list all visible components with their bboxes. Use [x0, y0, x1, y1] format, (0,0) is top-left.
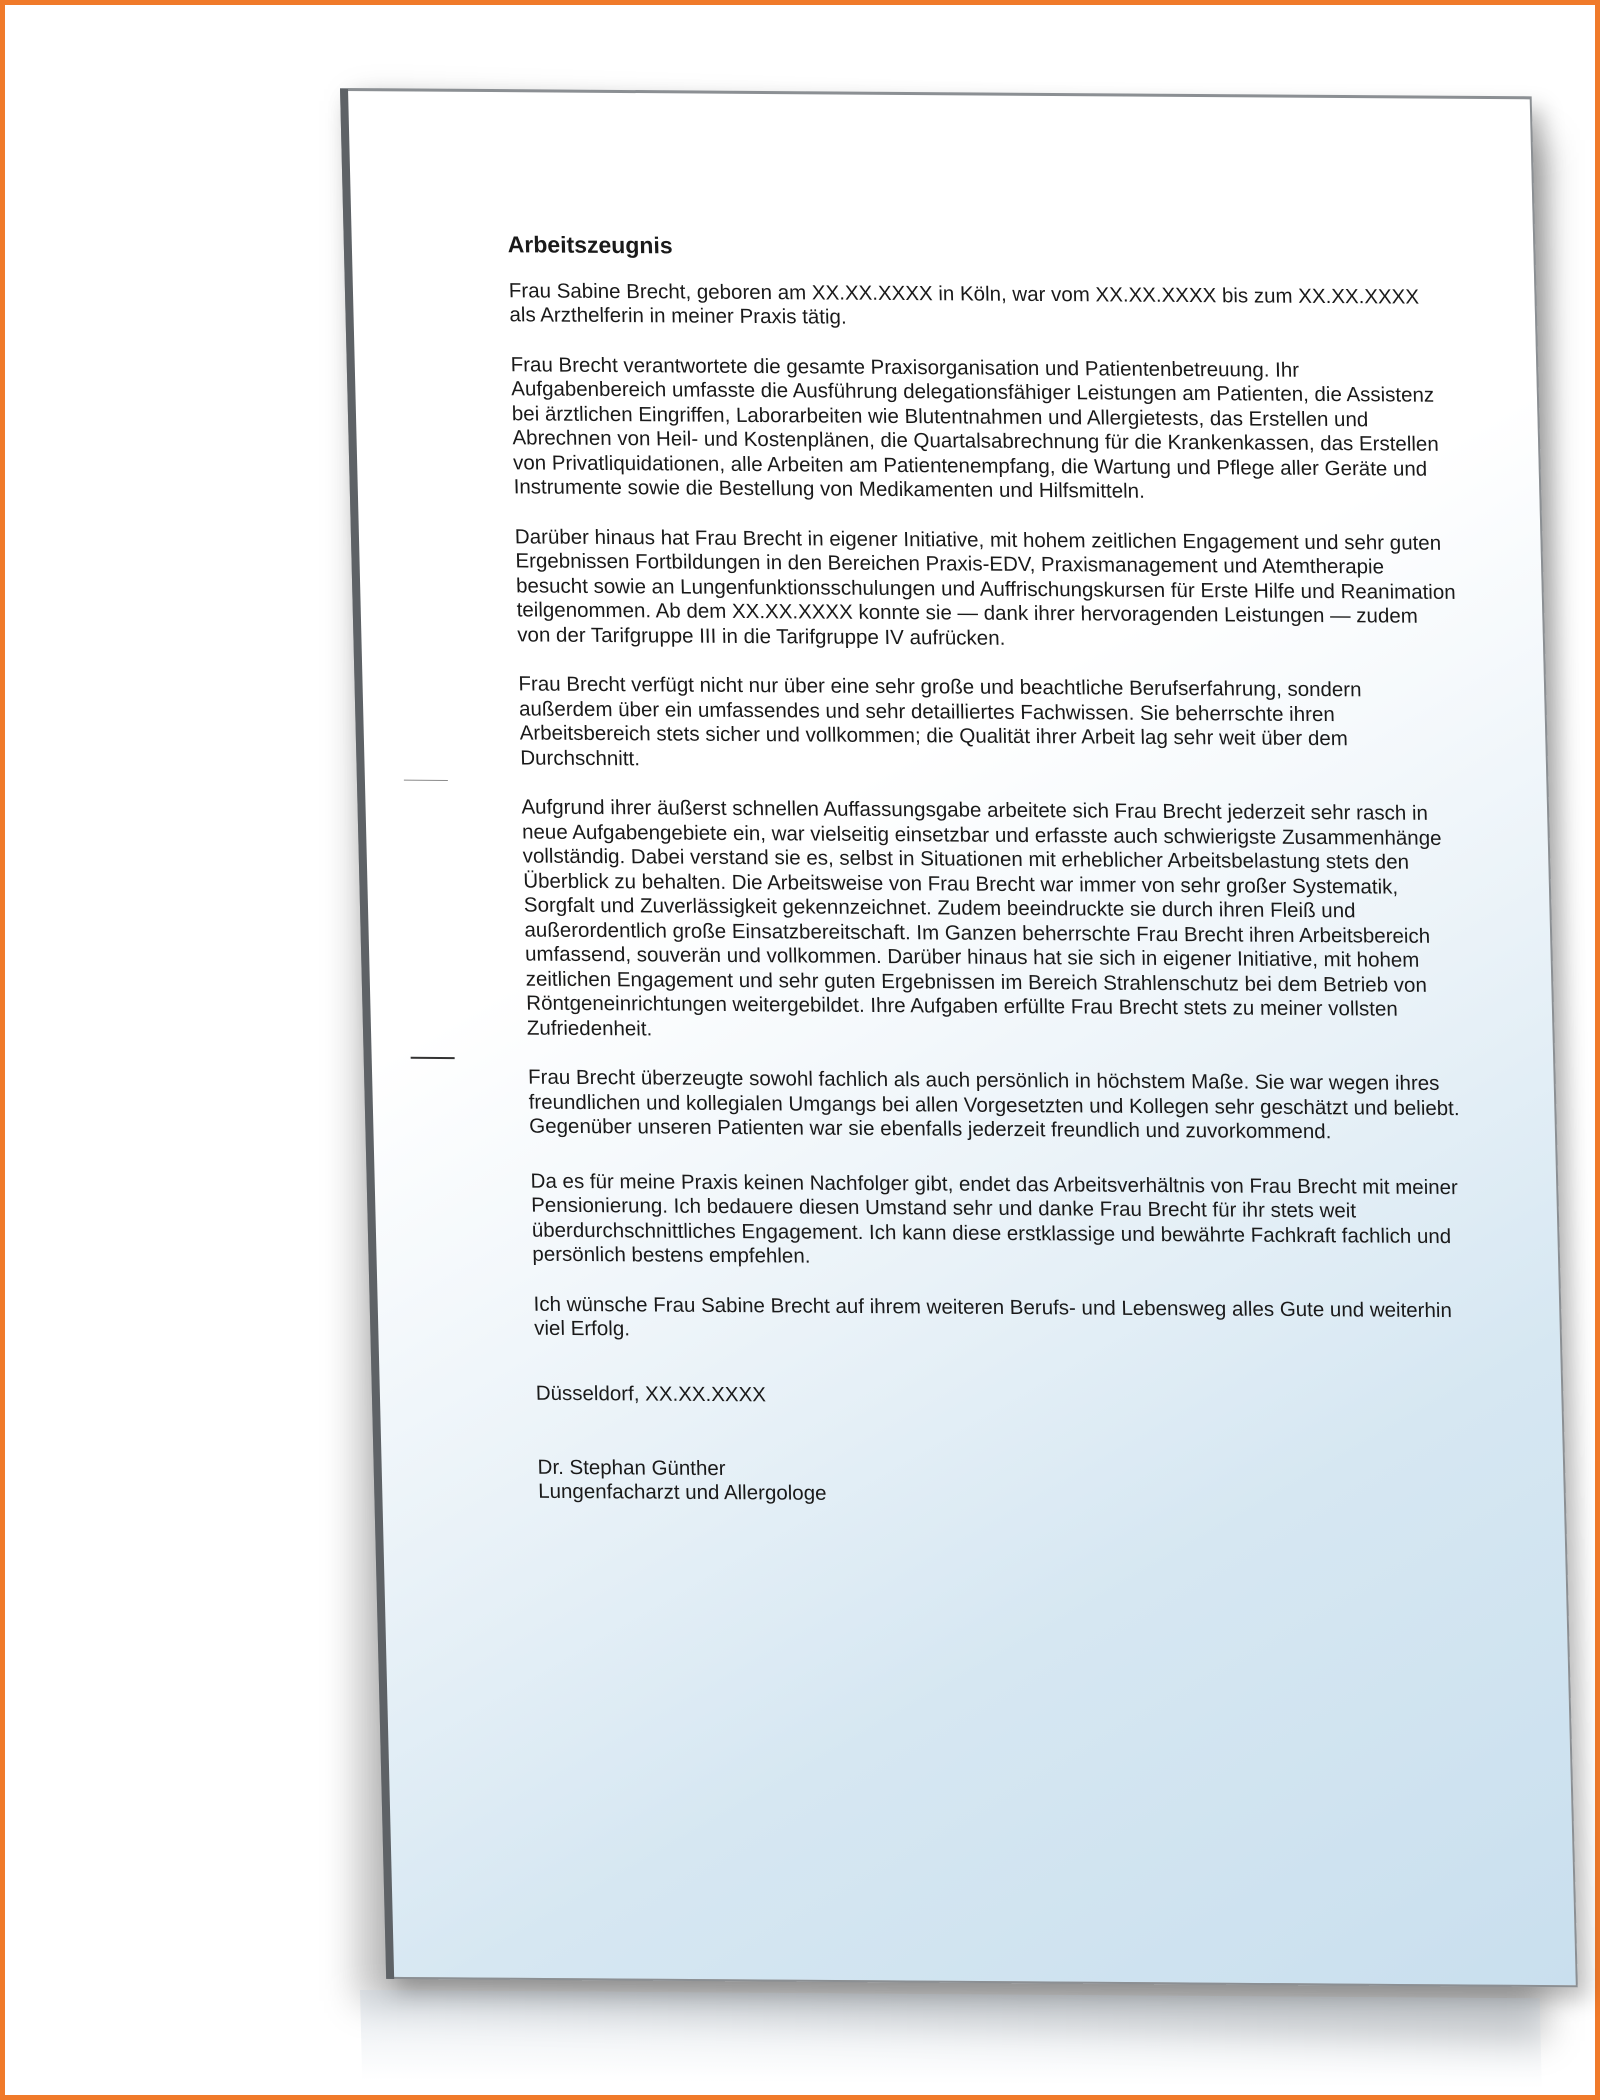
page-reflection	[360, 1990, 1542, 2088]
signature-role: Lungenfacharzt und Allergologe	[537, 1479, 827, 1505]
fold-mark	[404, 780, 448, 781]
paragraph-performance: Aufgrund ihrer äußerst schnellen Auffassungsgabe arbeitete sich Frau Brecht jederzeit sehr rasch in neue Aufgabengebiete ein, war vielseitig einsetzbar und erfasste auch schwierigste Zusammenhänge vollständig. Dabei verstand sie es, selbst in Situationen mit erheblicher Arbeitsbelastung stets den Überblick zu behalten. Die Arbeitsweise von Frau Brecht war immer von sehr großer Systematik, Sorgfalt und Zuverlässigkeit gekennzeichnet. Zudem beeindruckte sie durch ihren Fleiß und außerordentlich große Einsatzbereitschaft. Im Ganzen beherrschte Frau Brecht ihren Arbeitsbereich umfassend, souverän und vollkommen. Darüber hinaus hat sie sich in eigener Initiative, mit hohem zeitlichen Engagement und sehr guten Ergebnissen im Bereich Strahlenschutz bei dem Betrieb von Röntgeneinrichtungen weitergebildet. Ihre Aufgaben erfüllte Frau Brecht stets zu meiner vollsten Zufriedenheit.	[521, 795, 1442, 1040]
paragraph-duties: Frau Brecht verantwortete die gesamte Praxisorganisation und Patientenbetreuung. Ihr Aufgabenbereich umfasste die Ausführung delegationsfähiger Leistungen am Patienten, die Assistenz bei ärztlichen Eingriffen, Laborarbeiten wie Blutentnahmen und Allergietests, das Erstellen und Abrechnen von Heil- und Kostenplänen, die Quartalsabrechnung für die Krankenkassen, das Erstellen von Privatliquidationen, alle Arbeiten am Patientenempfang, die Wartung und Pflege aller Geräte und Instrumente sowie die Bestellung von Medikamenten und Hilfsmitteln.	[510, 352, 1439, 503]
punch-mark	[411, 1057, 455, 1059]
place-date: Düsseldorf, XX.XX.XXXX	[535, 1381, 767, 1406]
signature-block	[537, 1456, 1478, 1511]
document-body	[507, 232, 1478, 1510]
paragraph-conduct: Frau Brecht überzeugte sowohl fachlich als auch persönlich in höchstem Maße. Sie war wegen ihres freundlichen und kollegialen Umgangs bei allen Vorgesetzten und Kollegen sehr geschätzt und beliebt. Gegenüber unseren Patienten war sie ebenfalls jederzeit freundlich und zuvorkommend.	[527, 1065, 1460, 1144]
document-title: Arbeitszeugnis	[507, 231, 673, 259]
paragraph-intro: Frau Sabine Brecht, geboren am XX.XX.XXXX in Köln, war vom XX.XX.XXXX bis zum XX.XX.XXXX als Arzthelferin in meiner Praxis tätig.	[508, 278, 1420, 329]
document-page	[340, 88, 1578, 1987]
paragraph-training: Darüber hinaus hat Frau Brecht in eigener Initiative, mit hohem zeitlichen Engagement und sehr guten Ergebnissen Fortbildungen in den Bereichen Praxis-EDV, Praxismanagement und Atemtherapie besucht sowie an Lungenfunktionsschulungen und Auffrischungskursen für Erste Hilfe und Reanimation teilgenommen. Ab dem XX.XX.XXXX konnte sie — dank ihrer hervoragenden Leistungen — zudem von der Tarifgruppe III in die Tarifgruppe IV aufrücken.	[514, 524, 1456, 650]
signature-name: Dr. Stephan Günther	[537, 1455, 726, 1481]
paragraph-closing: Ich wünsche Frau Sabine Brecht auf ihrem weiteren Berufs- und Lebensweg alles Gute und weiterhin viel Erfolg.	[533, 1292, 1453, 1341]
paragraph-expertise: Frau Brecht verfügt nicht nur über eine sehr große und beachtliche Berufserfahrung, sondern außerdem über ein umfassendes und sehr detailliertes Fachwissen. Sie beherrschte ihren Arbeitsbereich stets sicher und vollkommen; die Qualität ihrer Arbeit lag sehr weit über dem Durchschnitt.	[518, 672, 1362, 770]
paragraph-termination: Da es für meine Praxis keinen Nachfolger gibt, endet das Arbeitsverhältnis von Frau Brecht mit meiner Pensionierung. Ich bedauere diesen Umstand sehr und danke Frau Brecht für ihr stets weit überdurchschnittliches Engagement. Ich kann diese erstklassige und bewährte Fachkraft fachlich und persönlich bestens empfehlen.	[530, 1169, 1459, 1268]
